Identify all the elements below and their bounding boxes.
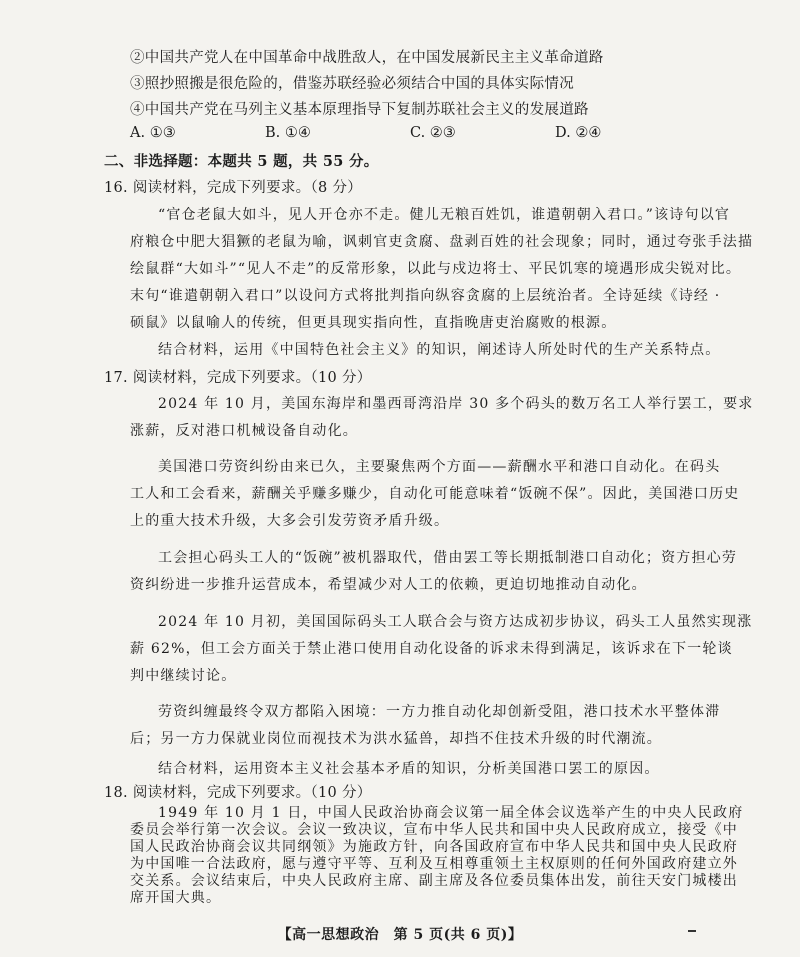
q16-line-3: 绘鼠群“大如斗”“见人不走”的反常形象，以此与戍边将士、平民饥寒的境遇形成尖锐对比。 — [130, 261, 742, 277]
q18-line-3: 国人民政治协商会议共同纲领》为施政方针，向各国政府宣布中华人民共和国中央人民政府 — [130, 839, 738, 855]
answer-choices — [130, 125, 750, 145]
choice-d: D. ②④ — [555, 125, 602, 141]
q16-line-4: 末句“谁遣朝朝入君口”以设问方式将批判指向纵容贪腐的上层统治者。全诗延续《诗经 · — [130, 288, 721, 304]
q17-p1-line-2: 涨薪，反对港口机械设备自动化。 — [130, 423, 358, 439]
q16-task: 结合材料，运用《中国特色社会主义》的知识，阐述诗人所处时代的生产关系特点。 — [158, 342, 721, 358]
q17-p4-line-1: 2024 年 10 月初，美国国际码头工人联合会与资方达成初步协议，码头工人虽然实现涨 — [158, 614, 753, 630]
q16-line-5: 硕鼠》以鼠喻人的传统，但更具现实指向性，直指晚唐吏治腐败的根源。 — [130, 315, 617, 331]
statement-4: ④中国共产党在马列主义基本原理指导下复制苏联社会主义的发展道路 — [130, 102, 589, 118]
q18-line-6: 席开国大典。 — [130, 890, 222, 906]
page-footer: 【高一思想政治 第 5 页(共 6 页)】 — [277, 927, 523, 943]
q17-p2-line-2: 工人和工会看来，薪酬关乎赚多赚少，自动化可能意味着“饭碗不保”。因此，美国港口历史 — [130, 486, 740, 502]
q17-task: 结合材料，运用资本主义社会基本矛盾的知识，分析美国港口罢工的原因。 — [158, 761, 660, 777]
q17-p5-line-1: 劳资纠缠最终令双方都陷入困境：一方力推自动化却创新受阻，港口技术水平整体滞 — [158, 704, 721, 720]
q17-p1-line-1: 2024 年 10 月，美国东海岸和墨西哥湾沿岸 30 多个码头的数万名工人举行罢工，要求 — [158, 396, 754, 412]
q18-line-5: 交关系。会议结束后，中央人民政府主席、副主席及各位委员集体出发，前往天安门城楼出 — [130, 873, 738, 889]
corner-mark — [688, 930, 696, 932]
section-title: 二、非选择题：本题共 5 题，共 55 分。 — [104, 153, 379, 170]
q17-p2-line-3: 上的重大技术升级，大多会引发劳资矛盾升级。 — [130, 513, 450, 529]
question-16-heading: 16. 阅读材料，完成下列要求。（8 分） — [104, 180, 363, 196]
q16-line-1: “官仓老鼠大如斗，见人开仓亦不走。健儿无粮百姓饥，谁遣朝朝入君口。”该诗句以官 — [158, 207, 731, 223]
question-18-heading: 18. 阅读材料，完成下列要求。（10 分） — [104, 785, 372, 801]
choice-b: B. ①④ — [265, 125, 311, 141]
q18-line-1: 1949 年 10 月 1 日，中国人民政治协商会议第一届全体会议选举产生的中央人民政府 — [158, 805, 744, 821]
q18-line-4: 为中国唯一合法政府，愿与遵守平等、互利及互相尊重领土主权原则的任何外国政府建立外 — [130, 856, 738, 872]
statement-3: ③照抄照搬是很危险的，借鉴苏联经验必须结合中国的具体实际情况 — [130, 76, 574, 92]
q17-p5-line-2: 后；另一方力保就业岗位而视技术为洪水猛兽，却挡不住技术升级的时代潮流。 — [130, 731, 662, 747]
statement-2: ②中国共产党人在中国革命中战胜敌人，在中国发展新民主主义革命道路 — [130, 50, 604, 66]
q17-p3-line-1: 工会担心码头工人的“饭碗”被机器取代，借由罢工等长期抵制港口自动化；资方担心劳 — [158, 550, 738, 566]
q18-line-2: 委员会举行第一次会议。会议一致决议，宣布中华人民共和国中央人民政府成立，接受《中 — [130, 822, 738, 838]
choice-c: C. ②③ — [410, 125, 456, 141]
q17-p2-line-1: 美国港口劳资纠纷由来已久，主要聚焦两个方面——薪酬水平和港口自动化。在码头 — [158, 459, 721, 475]
q17-p4-line-2: 薪 62%，但工会方面关于禁止港口使用自动化设备的诉求未得到满足，该诉求在下一轮谈 — [130, 641, 733, 657]
question-17-heading: 17. 阅读材料，完成下列要求。（10 分） — [104, 370, 372, 386]
q16-line-2: 府粮仓中肥大猖獗的老鼠为喻，讽刺官吏贪腐、盘剥百姓的社会现象；同时，通过夸张手法描 — [130, 234, 754, 250]
q17-p3-line-2: 资纠纷进一步推升运营成本，希望减少对人工的依赖，更迫切地推动自动化。 — [130, 577, 647, 593]
choice-a: A. ①③ — [130, 125, 176, 141]
q17-p4-line-3: 判中继续讨论。 — [130, 668, 237, 684]
